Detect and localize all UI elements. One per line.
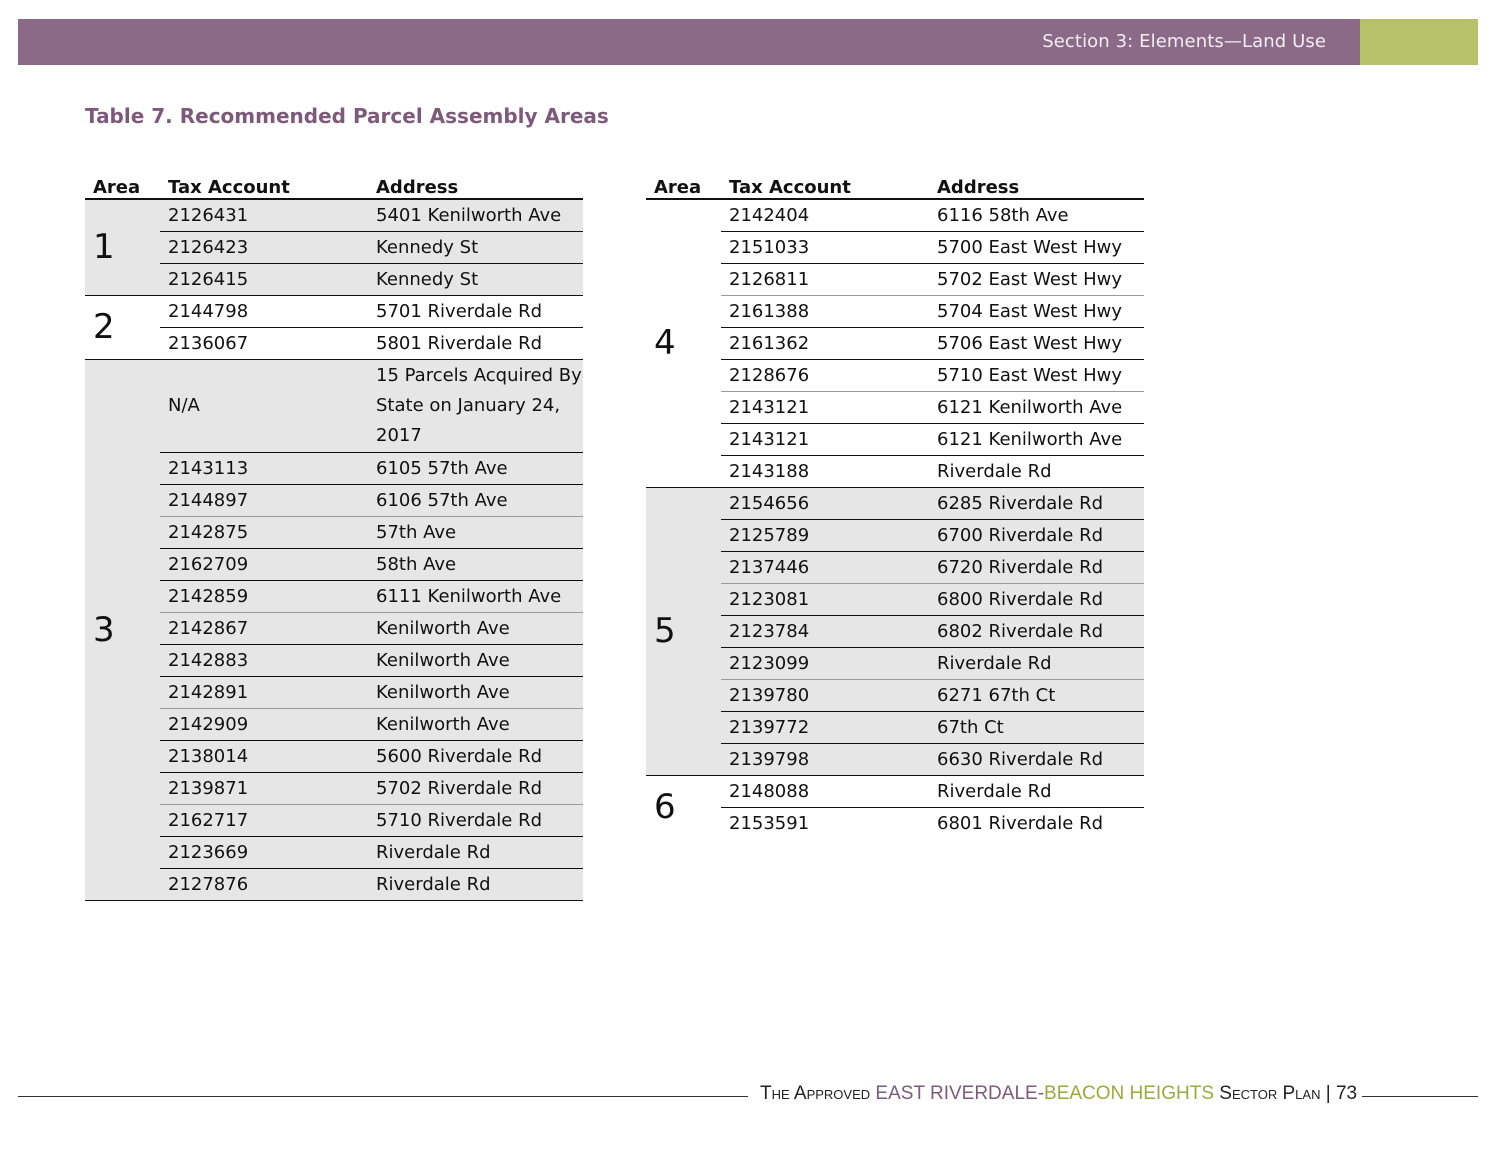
area-label: 3 [85, 360, 160, 901]
table-row [646, 712, 1144, 744]
table-row [85, 453, 583, 485]
tax-account-cell: 2128676 [721, 360, 929, 392]
address-cell: 6116 58th Ave [929, 199, 1144, 232]
area-label: 4 [646, 199, 721, 488]
column-header-tax-account: Tax Account [721, 170, 929, 199]
address-cell: Kenilworth Ave [368, 645, 583, 677]
address-cell: 5710 Riverdale Rd [368, 805, 583, 837]
tax-account-cell: 2142404 [721, 199, 929, 232]
column-header-address: Address [929, 170, 1144, 199]
address-cell: 57th Ave [368, 517, 583, 549]
tax-account-cell: 2162717 [160, 805, 368, 837]
footer-suffix: Sector Plan [1219, 1083, 1321, 1104]
table-row [646, 264, 1144, 296]
footer-prefix: The Approved [760, 1083, 871, 1104]
table-row [85, 805, 583, 837]
area-label: 6 [654, 787, 676, 827]
tax-account-cell: N/A [160, 360, 368, 453]
tax-account-cell: 2142875 [160, 517, 368, 549]
address-cell: 6285 Riverdale Rd [929, 488, 1144, 520]
address-cell: Kenilworth Ave [368, 613, 583, 645]
table-header-row [646, 170, 1144, 199]
tax-account-cell: 2123669 [160, 837, 368, 869]
footer-name-dash: - [1037, 1083, 1045, 1104]
table-row [85, 741, 583, 773]
table-row [646, 680, 1144, 712]
tax-account-cell: 2126431 [160, 199, 368, 232]
address-cell: 6801 Riverdale Rd [937, 813, 1104, 834]
tax-account-cell: 2148088 [721, 776, 929, 808]
tax-account-cell: 2142867 [160, 613, 368, 645]
tax-account-cell: 2126811 [721, 264, 929, 296]
table-row [646, 552, 1144, 584]
section-header-bar [18, 19, 1360, 65]
address-cell: 5700 East West Hwy [929, 232, 1144, 264]
tax-account-cell: 2139871 [160, 773, 368, 805]
area-label: 2 [85, 296, 160, 360]
tax-account-cell: 2144897 [160, 485, 368, 517]
table-row [85, 328, 583, 360]
table-row [646, 392, 1144, 424]
table-row [85, 517, 583, 549]
address-cell: 15 Parcels Acquired By State on January 24, 2017 [368, 360, 583, 453]
tax-account-cell: 2142859 [160, 581, 368, 613]
address-cell: 58th Ave [368, 549, 583, 581]
table-row [85, 296, 583, 328]
table-row [85, 613, 583, 645]
table-row [85, 645, 583, 677]
table-row [646, 488, 1144, 520]
tax-account-cell: 2161388 [721, 296, 929, 328]
address-cell: 6121 Kenilworth Ave [929, 424, 1144, 456]
table-row [646, 648, 1144, 680]
address-cell: Kennedy St [368, 232, 583, 264]
table-row [646, 808, 1144, 840]
footer-rule-left [18, 1096, 748, 1097]
tax-account-cell: 2143188 [721, 456, 929, 488]
table-row [85, 199, 583, 232]
table-row [85, 869, 583, 901]
table-row [646, 360, 1144, 392]
address-cell: 6106 57th Ave [368, 485, 583, 517]
tax-account-cell: 2127876 [160, 869, 368, 901]
column-header-tax-account: Tax Account [160, 170, 368, 199]
table-row [85, 360, 583, 453]
footer-name-part1: EAST RIVERDALE [875, 1083, 1038, 1104]
address-cell: 5702 Riverdale Rd [368, 773, 583, 805]
address-cell: 6121 Kenilworth Ave [929, 392, 1144, 424]
tax-account-cell: 2139780 [721, 680, 929, 712]
address-cell: Kenilworth Ave [368, 709, 583, 741]
address-cell: 5600 Riverdale Rd [368, 741, 583, 773]
tax-account-cell: 2123784 [721, 616, 929, 648]
table-row [85, 581, 583, 613]
tax-account-cell: 2162709 [160, 549, 368, 581]
header-accent-block [1360, 19, 1478, 65]
footer-plan-title [760, 1083, 1357, 1105]
parcel-table-right [646, 170, 1144, 839]
address-cell: Riverdale Rd [929, 648, 1144, 680]
table-row [85, 264, 583, 296]
address-cell: 6700 Riverdale Rd [929, 520, 1144, 552]
tax-account-cell: 2142909 [160, 709, 368, 741]
address-cell: 5401 Kenilworth Ave [368, 199, 583, 232]
section-title: Section 3: Elements—Land Use [1042, 31, 1326, 52]
tax-account-cell: 2138014 [160, 741, 368, 773]
address-cell: Riverdale Rd [929, 776, 1144, 808]
tax-account-cell: 2143121 [721, 424, 929, 456]
table-row [646, 328, 1144, 360]
address-cell: Kenilworth Ave [368, 677, 583, 709]
address-cell: 5704 East West Hwy [929, 296, 1144, 328]
tax-account-cell: 2123099 [721, 648, 929, 680]
table-row [646, 520, 1144, 552]
address-cell: 5801 Riverdale Rd [368, 328, 583, 360]
address-cell: 6271 67th Ct [929, 680, 1144, 712]
address-cell: 5702 East West Hwy [929, 264, 1144, 296]
address-cell: 5706 East West Hwy [929, 328, 1144, 360]
address-cell: 5701 Riverdale Rd [368, 296, 583, 328]
table-row [646, 616, 1144, 648]
footer-separator: | [1325, 1083, 1331, 1104]
tax-account-cell: 2161362 [721, 328, 929, 360]
table-row [646, 456, 1144, 488]
table-row [646, 424, 1144, 456]
tax-account-cell: 2154656 [721, 488, 929, 520]
tax-account-cell: 2153591 [729, 813, 810, 834]
address-cell: 67th Ct [929, 712, 1144, 744]
tax-account-cell: 2123081 [721, 584, 929, 616]
column-header-address: Address [368, 170, 583, 199]
address-cell: 6800 Riverdale Rd [929, 584, 1144, 616]
tax-account-cell: 2139772 [721, 712, 929, 744]
area-label: 5 [646, 488, 721, 776]
table-header-row [85, 170, 583, 199]
column-header-area: Area [646, 170, 721, 199]
address-cell: 6111 Kenilworth Ave [368, 581, 583, 613]
tax-account-cell: 2136067 [160, 328, 368, 360]
table-title: Table 7. Recommended Parcel Assembly Areas [85, 104, 609, 128]
address-cell: Riverdale Rd [368, 869, 583, 901]
address-cell: Riverdale Rd [368, 837, 583, 869]
parcel-table-left [85, 170, 583, 901]
tax-account-cell: 2126423 [160, 232, 368, 264]
tax-account-cell: 2144798 [160, 296, 368, 328]
address-cell: 6630 Riverdale Rd [929, 744, 1144, 776]
footer-name-part2: BEACON HEIGHTS [1044, 1083, 1214, 1104]
tax-account-cell: 2139798 [721, 744, 929, 776]
tax-account-cell: 2151033 [721, 232, 929, 264]
column-header-area: Area [85, 170, 160, 199]
address-cell: 6802 Riverdale Rd [929, 616, 1144, 648]
table-row [646, 744, 1144, 776]
table-row [85, 773, 583, 805]
tax-account-cell: 2137446 [721, 552, 929, 584]
table-row [85, 709, 583, 741]
address-cell: 6720 Riverdale Rd [929, 552, 1144, 584]
table-row [646, 199, 1144, 232]
table-row [646, 232, 1144, 264]
table-row [85, 485, 583, 517]
address-cell: Riverdale Rd [929, 456, 1144, 488]
table-row [646, 296, 1144, 328]
footer-rule-right [1362, 1096, 1478, 1097]
tax-account-cell: 2125789 [721, 520, 929, 552]
address-cell: 5710 East West Hwy [929, 360, 1144, 392]
address-cell: Kennedy St [368, 264, 583, 296]
tax-account-cell: 2126415 [160, 264, 368, 296]
tax-account-cell: 2143113 [160, 453, 368, 485]
area-label: 1 [85, 199, 160, 296]
table-row [85, 549, 583, 581]
table-row [85, 232, 583, 264]
tax-account-cell: 2142891 [160, 677, 368, 709]
tax-account-cell: 2143121 [721, 392, 929, 424]
tax-account-cell: 2142883 [160, 645, 368, 677]
page-number: 73 [1335, 1083, 1358, 1104]
address-cell: 6105 57th Ave [368, 453, 583, 485]
table-row [646, 584, 1144, 616]
table-row [85, 837, 583, 869]
table-row [646, 776, 1144, 808]
table-row [85, 677, 583, 709]
